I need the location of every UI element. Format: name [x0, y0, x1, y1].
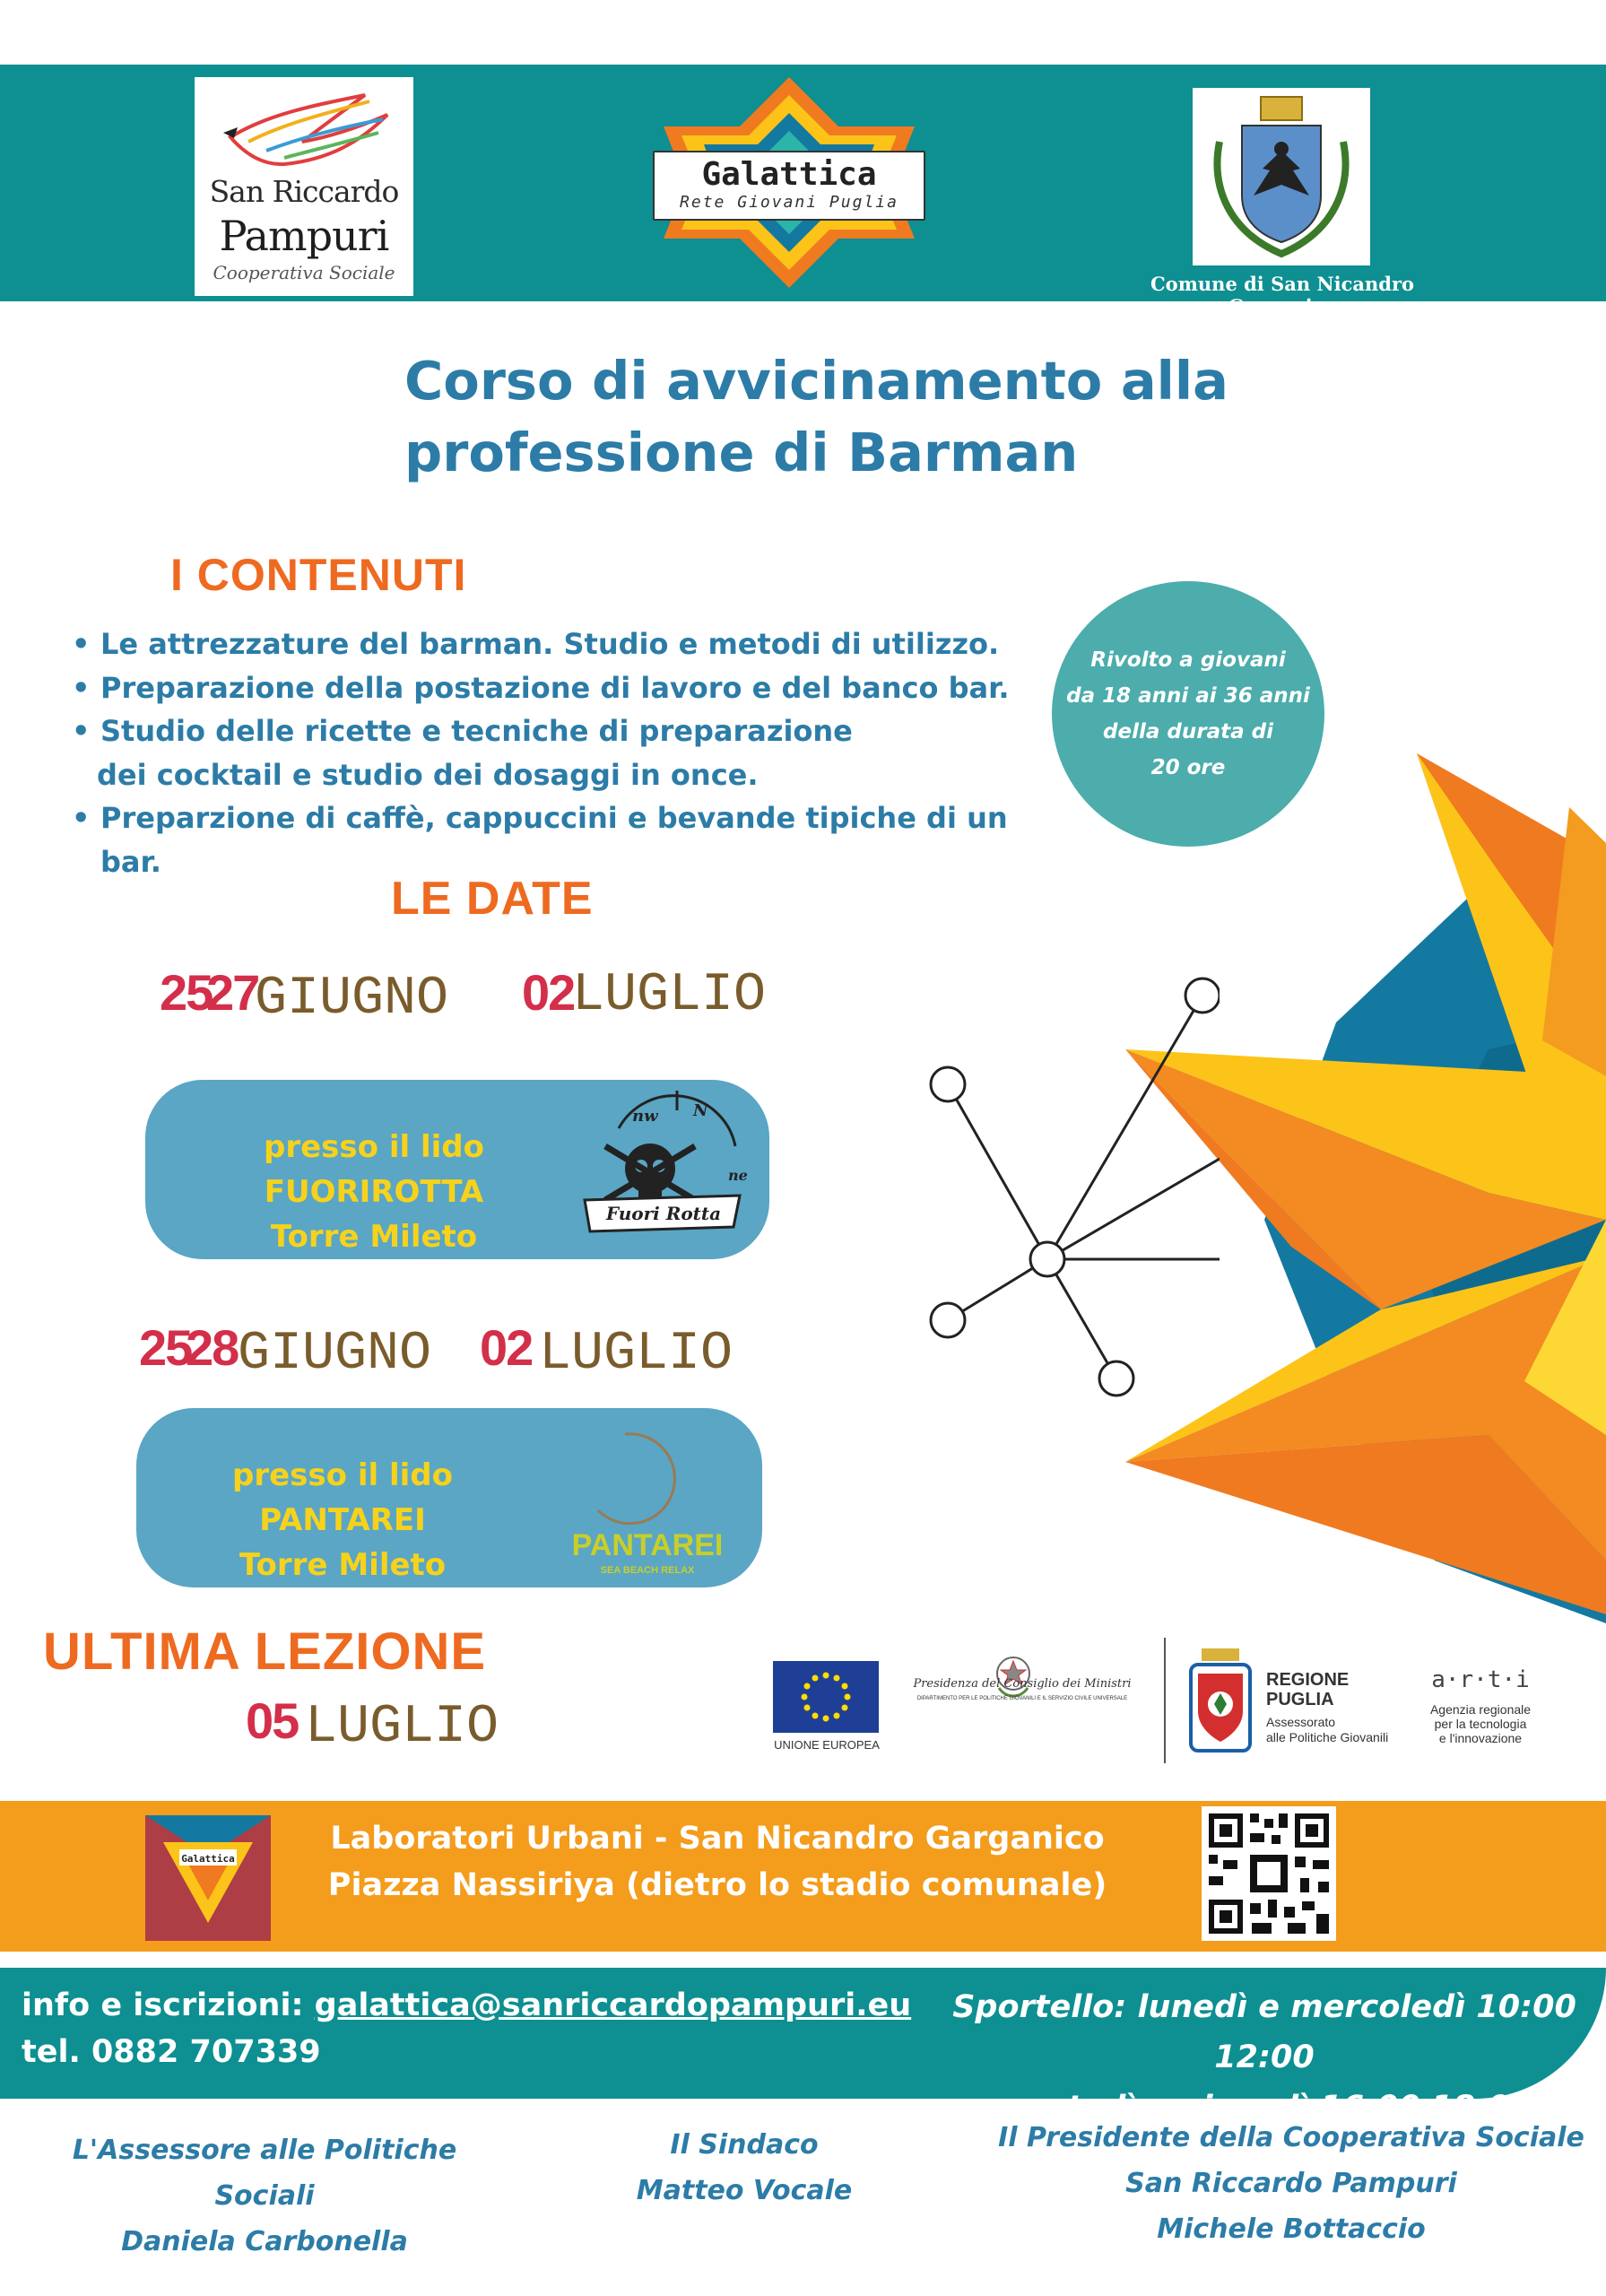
list-item-text: Le attrezzature del barman. Studio e metodi di utilizzo.: [100, 627, 1000, 661]
comune-caption: Comune di San Nicandro Garganico: [1150, 273, 1415, 317]
email-link[interactable]: galattica@sanriccardopampuri.eu: [314, 1987, 912, 2023]
month-name: LUGLIO: [572, 965, 767, 1026]
pantarei-logo-subtext: SEA BEACH RELAX: [600, 1565, 695, 1576]
compass-n-label: N: [693, 1101, 708, 1120]
galattica-badge-text: Galattica: [181, 1853, 235, 1865]
list-item-continuation: dei cocktail e studio dei dosaggi in once.: [97, 757, 759, 792]
signature-name: Matteo Vocale: [636, 2175, 853, 2206]
venue2-line2: Torre Mileto: [239, 1547, 447, 1583]
signature-name: Michele Bottaccio: [1157, 2213, 1426, 2245]
pantarei-logo-text: PANTAREI: [571, 1528, 724, 1562]
day-number: 28: [186, 1319, 239, 1376]
regione-puglia-emblem-icon: [1189, 1648, 1252, 1754]
fuori-rotta-logo: [574, 1083, 753, 1254]
qr-code-icon[interactable]: [1202, 1806, 1336, 1941]
list-item-text: Studio delle ricette e tecniche di preparazione: [100, 714, 853, 748]
presidenza-caption: Presidenza del Consiglio dei Ministri: [913, 1677, 1132, 1691]
dates-heading: LE DATE: [391, 873, 594, 925]
arti-logo-text: a·r·t·i: [1431, 1666, 1530, 1693]
galattica-badge-logo: [145, 1815, 271, 1941]
comune-coat-of-arms: [1193, 88, 1370, 265]
dove-icon: [213, 88, 401, 178]
circle-line-2: da 18 anni ai 36 anni: [1066, 684, 1310, 708]
month-name: GIUGNO: [255, 969, 449, 1030]
page-title: [404, 345, 1301, 489]
day-number: 25: [160, 964, 213, 1021]
venue1-line2: Torre Mileto: [270, 1219, 478, 1255]
eu-stars-icon: [773, 1661, 879, 1733]
signature-role: Il Presidente della Cooperativa Sociale: [998, 2122, 1584, 2153]
circle-line-4: 20 ore: [1150, 756, 1226, 779]
contents-heading: I CONTENUTI: [170, 550, 467, 600]
regione-subcaption: [1266, 1715, 1388, 1745]
office-hours: [933, 1982, 1596, 2133]
regione-sub2: alle Politiche Giovanili: [1266, 1730, 1389, 1744]
month-name: LUGLIO: [305, 1697, 499, 1758]
target-audience-circle: [1052, 581, 1324, 847]
hours-line1: Sportello: lunedì e mercoledì 10:00 12:00: [952, 1989, 1576, 2075]
arti-sub1: Agenzia regionale: [1429, 1702, 1532, 1717]
month-name: GIUGNO: [238, 1324, 432, 1385]
last-lesson-date: [246, 1692, 533, 1763]
network-graphic: [924, 974, 1220, 1405]
arti-subcaption: [1404, 1702, 1557, 1745]
logo-left-line2: Pampuri: [219, 212, 389, 260]
dates-row-1: [160, 961, 787, 1033]
galattica-title: Galattica: [701, 156, 877, 193]
regione-sub1: Assessorato: [1266, 1715, 1336, 1729]
venue-line2: Piazza Nassiriya (dietro lo stadio comunale): [327, 1867, 1107, 1903]
regione-line1: REGIONE: [1266, 1670, 1350, 1690]
partner-divider: [1164, 1638, 1166, 1763]
signature-name: Daniela Carbonella: [121, 2226, 408, 2257]
contents-list: [72, 622, 1076, 883]
signature-assessore: [27, 2127, 502, 2265]
galattica-badge-icon: [145, 1815, 271, 1941]
pantarei-logo: [540, 1421, 755, 1582]
list-item: • Le attrezzature del barman. Studio e metodi di utilizzo.: [72, 622, 1076, 666]
day-number: 27: [206, 964, 259, 1021]
logo-left-line3: Cooperativa Sociale: [213, 262, 395, 283]
signature-role: L'Assessore alle Politiche Sociali: [72, 2135, 457, 2212]
info-prefix: info e iscrizioni:: [22, 1987, 315, 2023]
regione-line2: PUGLIA: [1266, 1690, 1334, 1709]
presidenza-subcaption: DIPARTIMENTO PER LE POLITICHE GIOVANILI E IL SERVIZIO CIVILE UNIVERSALE: [916, 1696, 1128, 1701]
list-item: • Studio delle ricette e tecniche di preparazione: [72, 709, 1076, 753]
title-line-1: Corso di avvicinamento alla: [404, 350, 1228, 412]
venue1-line1: presso il lido FUORIROTTA: [264, 1129, 484, 1210]
circle-line-3: della durata di: [1103, 720, 1273, 744]
venue2-line1: presso il lido PANTAREI: [232, 1457, 453, 1538]
day-number: 02: [480, 1319, 533, 1376]
arti-sub2: per la tecnologia: [1434, 1717, 1527, 1731]
title-line-2: professione di Barman: [404, 422, 1079, 483]
fuori-rotta-logo-text: Fuori Rotta: [605, 1203, 722, 1224]
venue-address: [296, 1815, 1139, 1909]
day-number: 02: [522, 964, 575, 1021]
dates-row-2: [139, 1317, 785, 1388]
signature-sindaco: [592, 2122, 897, 2213]
list-item-text: Preparzione di caffè, cappuccini e bevande tipiche di un bar.: [100, 801, 1008, 879]
galattica-logo-label: [653, 151, 925, 221]
venue-pill-fuorirotta: [145, 1080, 769, 1259]
galattica-subtitle: Rete Giovani Puglia: [680, 193, 898, 212]
san-riccardo-pampuri-logo: [195, 77, 413, 296]
compass-nw-label: nw: [632, 1107, 658, 1126]
circle-line-1: Rivolto a giovani: [1090, 648, 1286, 672]
eu-flag-logo: [773, 1661, 879, 1733]
compass-ne-label: ne: [728, 1167, 748, 1184]
contact-info: [22, 1982, 911, 2075]
regione-caption: [1266, 1670, 1349, 1709]
phone-number[interactable]: tel. 0882 707339: [22, 2034, 321, 2070]
day-number: 05: [246, 1692, 299, 1749]
day-number: 25: [139, 1319, 192, 1376]
signature-presidente: [995, 2115, 1587, 2252]
signature-role: Il Sindaco: [670, 2129, 819, 2161]
last-lesson-heading: ULTIMA LEZIONE: [43, 1622, 487, 1681]
coat-of-arms-icon: [1193, 88, 1370, 265]
hours-line2: martedì e giovedì 16:00 18:00: [997, 2090, 1532, 2126]
venue-pill-pantarei: [136, 1408, 762, 1587]
list-item: • Preparazione della postazione di lavoro e del banco bar.: [72, 666, 1076, 710]
arti-sub3: e l'innovazione: [1438, 1731, 1523, 1745]
list-item-text: Preparazione della postazione di lavoro e del banco bar.: [100, 670, 1010, 705]
signature-org: San Riccardo Pampuri: [1125, 2168, 1457, 2199]
eu-caption: UNIONE EUROPEA: [774, 1738, 880, 1752]
venue-line1: Laboratori Urbani - San Nicandro Garganico: [330, 1821, 1105, 1857]
month-name: LUGLIO: [539, 1324, 734, 1385]
list-item: • Preparzione di caffè, cappuccini e bevande tipiche di un bar.: [72, 796, 1076, 883]
logo-left-line1: San Riccardo: [209, 174, 399, 209]
